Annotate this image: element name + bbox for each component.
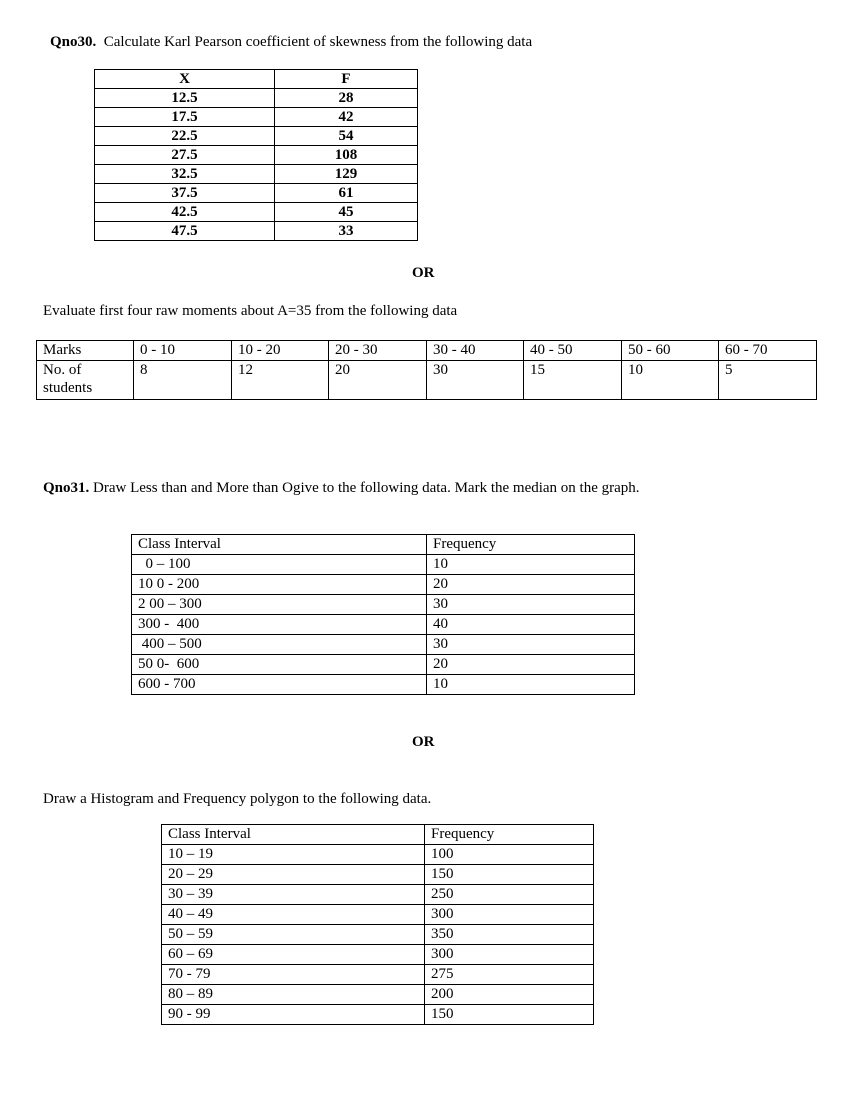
or-separator: OR xyxy=(412,734,435,750)
table-row xyxy=(95,184,418,203)
q31-number: Qno31. xyxy=(43,480,90,496)
table-cell: 150 xyxy=(425,865,594,885)
table-cell: 42 xyxy=(275,108,418,127)
table-cell: 90 - 99 xyxy=(162,1005,425,1025)
q31-heading xyxy=(43,479,640,497)
table-cell: 45 xyxy=(275,203,418,222)
table-header-cell: F xyxy=(275,70,418,89)
table-cell: 12.5 xyxy=(95,89,275,108)
table-header-cell: Frequency xyxy=(425,825,594,845)
table-cell: 400 – 500 xyxy=(132,635,427,655)
table-cell: 20 xyxy=(427,655,635,675)
table-cell: 250 xyxy=(425,885,594,905)
table-cell: 30 - 40 xyxy=(427,341,524,361)
table-cell: 50 0- 600 xyxy=(132,655,427,675)
table-row xyxy=(162,865,594,885)
table-row xyxy=(95,146,418,165)
table-cell: 28 xyxy=(275,89,418,108)
table-cell: 17.5 xyxy=(95,108,275,127)
q31-text: Draw Less than and More than Ogive to the following data. Mark the median on the graph. xyxy=(93,480,640,496)
table-row xyxy=(95,89,418,108)
table-row xyxy=(162,925,594,945)
table-cell: 200 xyxy=(425,985,594,1005)
table-cell: 10 xyxy=(622,361,719,400)
table-row xyxy=(162,1005,594,1025)
table-cell: 20 - 30 xyxy=(329,341,427,361)
table-cell: 33 xyxy=(275,222,418,241)
table-cell: 350 xyxy=(425,925,594,945)
table-row xyxy=(162,945,594,965)
table-row xyxy=(162,985,594,1005)
table-row xyxy=(132,595,635,615)
table-header-row xyxy=(132,535,635,555)
table-cell: 100 xyxy=(425,845,594,865)
table-row xyxy=(132,555,635,575)
q30-alt-text: Evaluate first four raw moments about A=35 from the following data xyxy=(43,303,458,319)
table-row xyxy=(132,575,635,595)
table-cell: 10 – 19 xyxy=(162,845,425,865)
table-row xyxy=(162,845,594,865)
table-cell: 60 – 69 xyxy=(162,945,425,965)
table-cell: 54 xyxy=(275,127,418,146)
table-cell: 275 xyxy=(425,965,594,985)
table-cell: 20 xyxy=(427,575,635,595)
table-cell: 129 xyxy=(275,165,418,184)
table-row xyxy=(132,635,635,655)
table-cell: 30 – 39 xyxy=(162,885,425,905)
marks-table xyxy=(36,340,817,400)
table-row xyxy=(95,222,418,241)
table-header-row xyxy=(162,825,594,845)
table-cell: 47.5 xyxy=(95,222,275,241)
table-cell: 108 xyxy=(275,146,418,165)
table-cell: 0 - 10 xyxy=(134,341,232,361)
table-row xyxy=(95,203,418,222)
table-cell: 42.5 xyxy=(95,203,275,222)
q30-xf-table xyxy=(94,69,418,241)
row-label-line: No. of xyxy=(43,362,82,378)
table-cell: 30 xyxy=(427,635,635,655)
table-cell: 61 xyxy=(275,184,418,203)
table-cell: 50 - 60 xyxy=(622,341,719,361)
table-cell: 5 xyxy=(719,361,817,400)
table-cell: 22.5 xyxy=(95,127,275,146)
table-cell: 37.5 xyxy=(95,184,275,203)
table-row xyxy=(95,127,418,146)
histogram-table xyxy=(161,824,594,1025)
table-row xyxy=(37,341,817,361)
table-cell: 300 - 400 xyxy=(132,615,427,635)
table-header-cell: Frequency xyxy=(427,535,635,555)
table-header-cell: Class Interval xyxy=(132,535,427,555)
table-header-cell: Class Interval xyxy=(162,825,425,845)
table-cell: 40 - 50 xyxy=(524,341,622,361)
table-row xyxy=(95,108,418,127)
table-cell: 10 xyxy=(427,555,635,575)
table-cell: 50 – 59 xyxy=(162,925,425,945)
table-cell: 8 xyxy=(134,361,232,400)
table-cell: 70 - 79 xyxy=(162,965,425,985)
table-cell: 27.5 xyxy=(95,146,275,165)
table-cell: 20 xyxy=(329,361,427,400)
table-row xyxy=(162,885,594,905)
table-cell: 150 xyxy=(425,1005,594,1025)
table-cell: 2 00 – 300 xyxy=(132,595,427,615)
table-cell: 0 – 100 xyxy=(132,555,427,575)
table-cell: 15 xyxy=(524,361,622,400)
table-row xyxy=(132,615,635,635)
or-separator: OR xyxy=(412,265,435,281)
table-cell: 20 – 29 xyxy=(162,865,425,885)
table-cell: 600 - 700 xyxy=(132,675,427,695)
table-cell: 60 - 70 xyxy=(719,341,817,361)
row-label-line: students xyxy=(43,380,93,396)
table-row xyxy=(162,965,594,985)
table-cell: 12 xyxy=(232,361,329,400)
table-cell: 30 xyxy=(427,595,635,615)
q30-heading xyxy=(50,33,532,51)
ogive-table xyxy=(131,534,635,695)
table-row xyxy=(162,905,594,925)
table-row xyxy=(132,675,635,695)
table-cell xyxy=(37,361,134,400)
table-cell: 10 xyxy=(427,675,635,695)
table-cell: 300 xyxy=(425,905,594,925)
table-cell: 32.5 xyxy=(95,165,275,184)
q30-text: Calculate Karl Pearson coefficient of skewness from the following data xyxy=(103,34,533,50)
table-cell: 10 0 - 200 xyxy=(132,575,427,595)
table-cell: 300 xyxy=(425,945,594,965)
table-cell: 40 xyxy=(427,615,635,635)
table-header-row xyxy=(95,70,418,89)
table-row xyxy=(37,361,817,400)
q30-number: Qno30. xyxy=(50,34,97,50)
table-cell: Marks xyxy=(37,341,134,361)
table-cell: 40 – 49 xyxy=(162,905,425,925)
table-header-cell: X xyxy=(95,70,275,89)
table-cell: 80 – 89 xyxy=(162,985,425,1005)
q31-alt-text: Draw a Histogram and Frequency polygon to the following data. xyxy=(43,791,432,807)
table-cell: 30 xyxy=(427,361,524,400)
table-row xyxy=(95,165,418,184)
table-row xyxy=(132,655,635,675)
table-cell: 10 - 20 xyxy=(232,341,329,361)
